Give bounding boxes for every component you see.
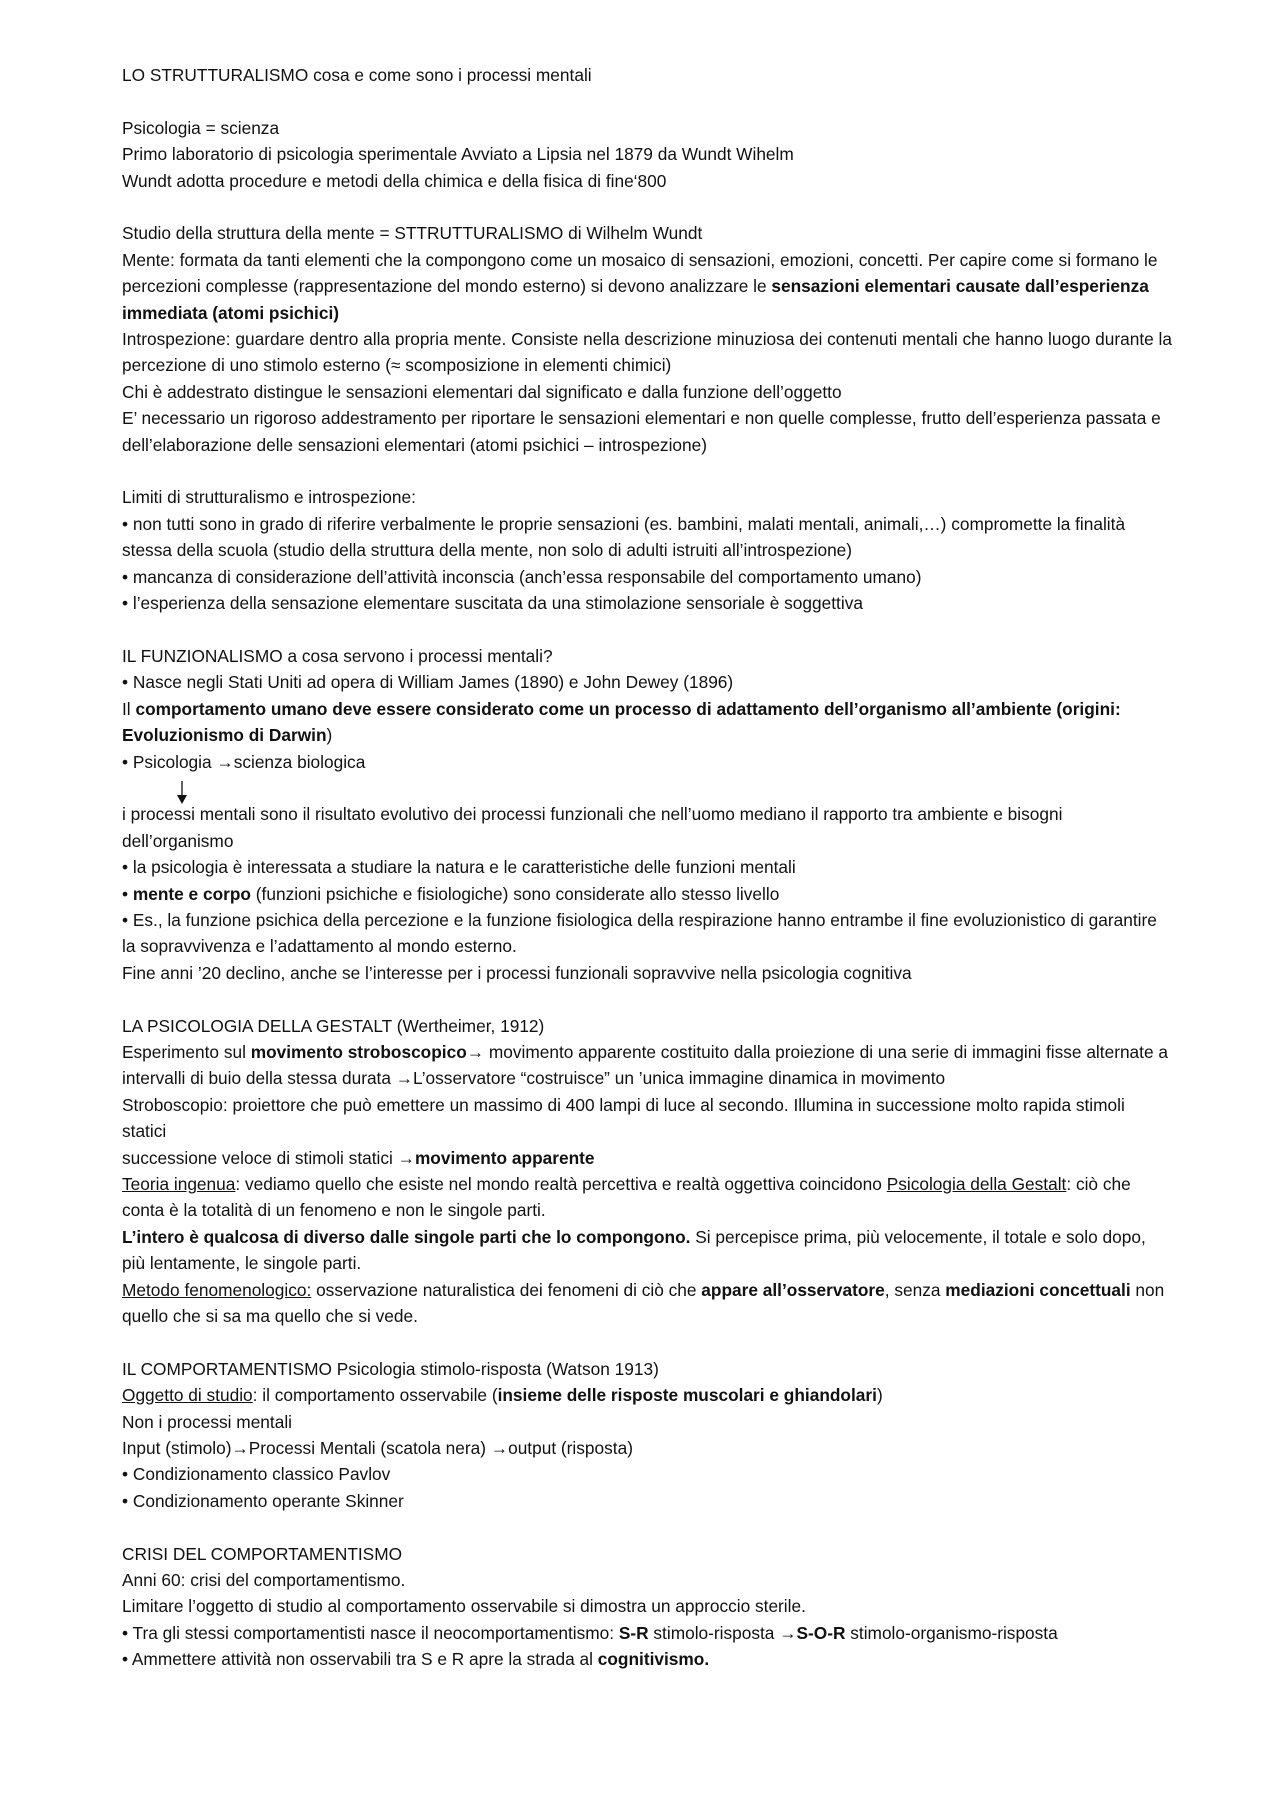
text-run: • Tra gli stessi comportamentisti nasce il neocomportamentismo:: [122, 1622, 619, 1643]
text-line: [122, 960, 1172, 986]
text-line: [122, 220, 1172, 246]
text-run: Introspezione: guardare dentro alla propria mente. Consiste nella descrizione minuziosa dei contenuti mentali che hanno luogo durante la percezione di uno stimolo esterno (≈ scomposizione in elementi chimici): [122, 329, 1173, 376]
bold-text: cognitivismo.: [597, 1649, 710, 1670]
text-line: [122, 1092, 1172, 1145]
text-line: [122, 749, 1172, 775]
text-line: [122, 511, 1172, 564]
section-0: [122, 62, 1172, 88]
bold-text: appare all’osservatore: [701, 1279, 885, 1300]
bold-text: L’intero è qualcosa di diverso dalle singole parti che lo compongono.: [122, 1226, 691, 1247]
bold-text: mente e corpo: [132, 883, 251, 904]
text-line: [122, 1409, 1172, 1435]
text-run: • l’esperienza della sensazione elementare suscitata da una stimolazione sensoriale è soggettiva: [122, 593, 863, 614]
text-run: •: [122, 883, 133, 904]
text-run: Studio della struttura della mente = STTRUTTURALISMO di Wilhelm Wundt: [122, 223, 703, 244]
text-run: CRISI DEL COMPORTAMENTISMO: [122, 1543, 403, 1564]
text-run: (funzioni psichiche e fisiologiche) sono considerate allo stesso livello: [250, 883, 780, 904]
text-line: [122, 696, 1172, 749]
text-run: Si percepisce prima, più velocemente, il totale e solo dopo, più lentamente, le singole parti.: [122, 1226, 1146, 1274]
text-run: Anni 60: crisi del comportamentismo.: [122, 1570, 406, 1591]
text-line: [122, 1013, 1172, 1039]
text-run: • Ammettere attività non osservabili tra S e R apre la strada al: [122, 1649, 598, 1670]
text-run: osservazione naturalistica dei fenomeni di ciò che: [311, 1279, 702, 1300]
text-run: Non i processi mentali: [122, 1411, 293, 1432]
section-2: [122, 220, 1172, 458]
text-line: [122, 1277, 1172, 1330]
text-run: stimolo-organismo-risposta: [845, 1622, 1058, 1643]
text-run: i processi mentali sono il risultato evolutivo dei processi funzionali che nell’uomo mediano il rapporto tra ambiente e bisogni dell’organismo: [122, 804, 1063, 851]
text-line: [122, 1435, 1172, 1461]
text-run: Wundt adotta procedure e metodi della chimica e della fisica di fine‘800: [122, 170, 667, 191]
bold-text: movimento apparente: [414, 1147, 595, 1168]
text-line: [122, 854, 1172, 880]
section-1: [122, 115, 1172, 194]
text-run: IL FUNZIONALISMO a cosa servono i processi mentali?: [122, 645, 553, 666]
text-run: Psicologia = scienza: [122, 117, 280, 138]
text-run: LA PSICOLOGIA DELLA GESTALT (Wertheimer, 1912): [122, 1015, 545, 1036]
text-run: Mente: formata da tanti elementi che la compongono come un mosaico di sensazioni, emozioni, concetti. Per capire come si formano le percezioni complesse (rappresentazione del mondo esterno) si devono analizzare le: [122, 249, 1158, 297]
text-line: [122, 1541, 1172, 1567]
text-line: [122, 1039, 1172, 1092]
text-line: [122, 643, 1172, 669]
text-run: Fine anni ’20 declino, anche se l’interesse per i processi funzionali sopravvive nella psicologia cognitiva: [122, 962, 912, 983]
text-run: Esperimento sul: [122, 1041, 251, 1062]
text-run: E’ necessario un rigoroso addestramento per riportare le sensazioni elementari e non quelle complesse, frutto dell’esperienza passata e dell’elaborazione delle sensazioni elementari (atomi psichici – introspezione): [122, 408, 1161, 455]
text-run: Limitare l’oggetto di studio al comportamento osservabile si dimostra un approccio sterile.: [122, 1596, 806, 1617]
text-run: Primo laboratorio di psicologia sperimentale Avviato a Lipsia nel 1879 da Wundt Wihelm: [122, 144, 794, 165]
text-line: [122, 141, 1172, 167]
text-line: [122, 669, 1172, 695]
bold-text: S-O-R: [796, 1622, 846, 1643]
text-line: [122, 1382, 1172, 1408]
text-line: [122, 1461, 1172, 1487]
text-run: stimolo-risposta →: [648, 1622, 797, 1643]
text-run: : vediamo quello che esiste nel mondo realtà percettiva e realtà oggettiva coincidono: [235, 1173, 887, 1194]
text-line: [122, 907, 1172, 960]
text-line: [122, 168, 1172, 194]
text-line: [122, 801, 1172, 854]
section-3: [122, 484, 1172, 616]
text-run: • Nasce negli Stati Uniti ad opera di William James (1890) e John Dewey (1896): [122, 672, 734, 693]
underlined-text: Oggetto di studio: [122, 1385, 253, 1406]
text-run: IL COMPORTAMENTISMO Psicologia stimolo-risposta (Watson 1913): [122, 1358, 659, 1379]
text-run: : ciò che conta è la totalità di un fenomeno e non le singole parti.: [122, 1173, 1131, 1221]
text-line: [122, 484, 1172, 510]
section-5: [122, 1013, 1172, 1330]
down-arrow-icon: [122, 775, 1172, 801]
text-run: • Condizionamento classico Pavlov: [122, 1464, 391, 1485]
text-run: • Psicologia →scienza biologica: [122, 751, 366, 772]
text-line: [122, 1145, 1172, 1171]
text-line: [122, 564, 1172, 590]
text-run: Stroboscopio: proiettore che può emettere un massimo di 400 lampi di luce al secondo. Illumina in successione molto rapida stimoli statici: [122, 1094, 1125, 1142]
section-4: [122, 643, 1172, 986]
text-line: [122, 247, 1172, 326]
text-line: [122, 1593, 1172, 1619]
text-line: [122, 1224, 1172, 1277]
text-line: [122, 115, 1172, 141]
text-run: • non tutti sono in grado di riferire verbalmente le proprie sensazioni (es. bambini, malati mentali, animali,…) compromette la finalità stessa della scuola (studio della struttura della mente, non solo di adulti istruiti all’introspezione): [122, 513, 1126, 561]
text-line: [122, 1171, 1172, 1224]
text-line: [122, 405, 1172, 458]
text-run: Il: [122, 698, 136, 719]
text-line: [122, 1567, 1172, 1593]
text-run: → movimento apparente costituito dalla proiezione di una serie di immagini fisse alternate a intervalli di buio della stessa durata →L’osservatore “costruisce” un ’unica immagine dinamica in movimento: [122, 1041, 1168, 1089]
bold-text: comportamento umano deve essere considerato come un processo di adattamento dell’organismo all’ambiente (origini: Evoluzionismo di Darwin: [122, 698, 1121, 746]
document-page: [122, 62, 1172, 1699]
text-line: [122, 881, 1172, 907]
bold-text: sensazioni elementari causate dall’esperienza immediata (atomi psichici): [122, 276, 1149, 323]
underlined-text: Psicologia della Gestalt: [886, 1173, 1067, 1194]
text-run: Limiti di strutturalismo e introspezione:: [122, 487, 416, 508]
text-run: successione veloce di stimoli statici →: [122, 1147, 415, 1168]
text-line: [122, 1620, 1172, 1646]
text-line: [122, 1356, 1172, 1382]
text-line: [122, 1646, 1172, 1672]
text-run: • mancanza di considerazione dell’attività inconscia (anch’essa responsabile del comportamento umano): [122, 566, 922, 587]
bold-text: mediazioni concettuali: [945, 1279, 1131, 1300]
text-run: ): [876, 1385, 883, 1406]
text-run: • la psicologia è interessata a studiare la natura e le caratteristiche delle funzioni mentali: [122, 857, 796, 878]
text-run: , senza: [884, 1279, 946, 1300]
text-run: Input (stimolo)→Processi Mentali (scatola nera) →output (risposta): [122, 1438, 633, 1459]
text-run: Chi è addestrato distingue le sensazioni elementari dal significato e dalla funzione dell’oggetto: [122, 381, 842, 402]
text-run: ): [326, 725, 333, 746]
bold-text: insieme delle risposte muscolari e ghiandolari: [497, 1385, 877, 1406]
text-run: • Es., la funzione psichica della percezione e la funzione fisiologica della respirazione hanno entrambe il fine evoluzionistico di garantire la sopravvivenza e l’adattamento al mondo esterno.: [122, 909, 1157, 957]
section-6: [122, 1356, 1172, 1514]
underlined-text: Metodo fenomenologico:: [122, 1279, 312, 1300]
underlined-text: Teoria ingenua: [122, 1173, 236, 1194]
bold-text: S-R: [618, 1622, 649, 1643]
bold-text: movimento stroboscopico: [250, 1041, 467, 1062]
section-7: [122, 1541, 1172, 1673]
text-run: non quello che si sa ma quello che si vede.: [122, 1279, 1165, 1326]
text-line: [122, 379, 1172, 405]
text-run: : il comportamento osservabile (: [252, 1385, 498, 1406]
document-title: LO STRUTTURALISMO cosa e come sono i processi mentali: [122, 65, 592, 85]
text-run: • Condizionamento operante Skinner: [122, 1490, 404, 1511]
text-line: [122, 326, 1172, 379]
text-line: [122, 1488, 1172, 1514]
text-line: [122, 590, 1172, 616]
